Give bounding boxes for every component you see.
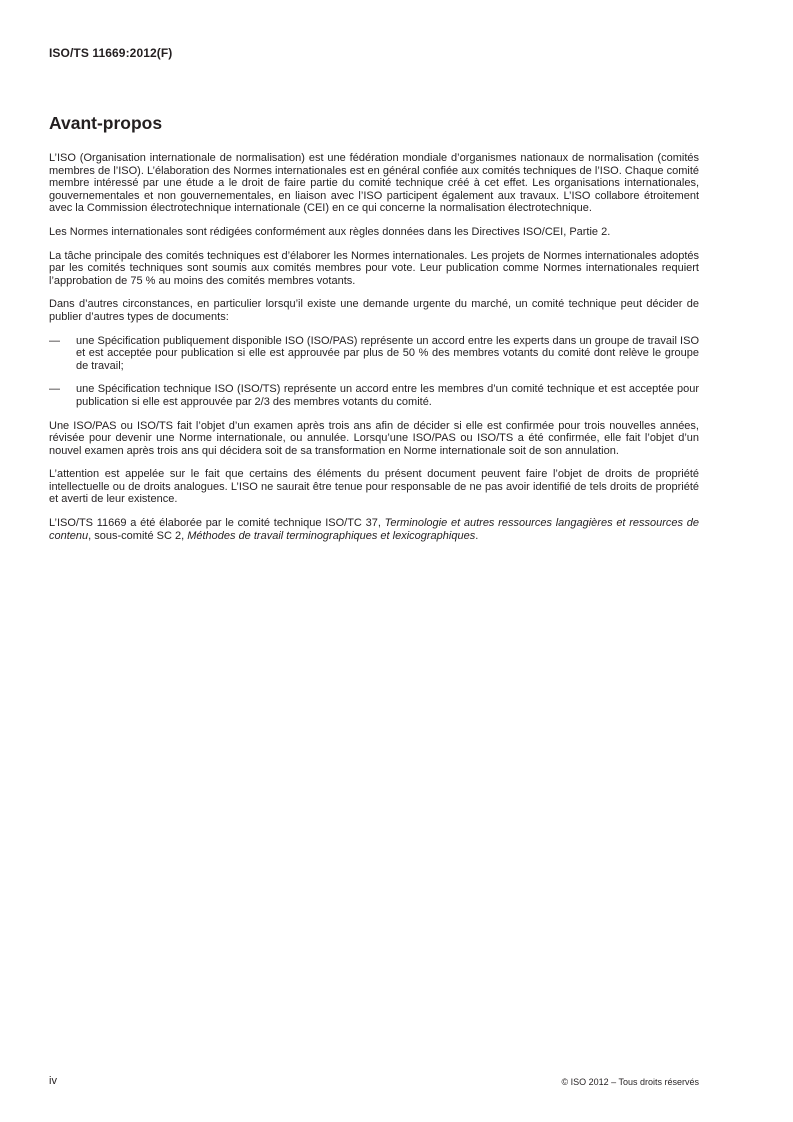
committee-text-3: . bbox=[475, 529, 479, 542]
copyright-notice: © ISO 2012 – Tous droits réservés bbox=[561, 1077, 699, 1087]
document-types-list bbox=[49, 335, 699, 409]
page-number: iv bbox=[49, 1075, 57, 1087]
paragraph-other-circumstances: Dans d’autres circonstances, en particulier lorsqu’il existe une demande urgente du marché, un comité technique peut décider de publier d’autres types de documents: bbox=[49, 298, 699, 323]
list-item bbox=[49, 335, 699, 373]
paragraph-patent-rights: L’attention est appelée sur le fait que certains des éléments du présent document peuvent faire l’objet de droits de propriété intellectuelle ou de droits analogues. L’ISO ne saurait être tenue pour responsable de ne pas avoir identifié de tels droits de propriété et averti de leur existence. bbox=[49, 468, 699, 506]
list-item-text-ts: une Spécification technique ISO (ISO/TS) représente un accord entre les membres d’un comité technique et est acceptée pour publication si elle est approuvée par 2/3 des membres votants du comité. bbox=[76, 383, 699, 408]
paragraph-iso-intro: L’ISO (Organisation internationale de normalisation) est une fédération mondiale d’organismes nationaux de normalisation (comités membres de l’ISO). L’élaboration des Normes internationales est en général confiée aux comités techniques de l’ISO. Chaque comité membre intéressé par une étude a le droit de faire partie du comité technique créé à cet effet. Les organisations internationales, gouvernementales et non gouvernementales, en liaison avec l’ISO participent également aux travaux. L’ISO collabore étroitement avec la Commission électrotechnique internationale (CEI) en ce qui concerne la normalisation électrotechnique. bbox=[49, 152, 699, 215]
committee-text-1: L’ISO/TS 11669 a été élaborée par le comité technique ISO/TC 37, bbox=[49, 517, 385, 530]
paragraph-review: Une ISO/PAS ou ISO/TS fait l’objet d’un examen après trois ans afin de décider si elle est confirmée pour trois nouvelles années, révisée pour devenir une Norme internationale, ou annulée. Lorsqu’une ISO/PAS ou ISO/TS a été confirmée, elle fait l’objet d’un nouvel examen après trois ans qui décidera soit de sa transformation en Norme internationale soit de son annulation. bbox=[49, 419, 699, 457]
committee-title: Terminologie et autres ressources langagières et ressources de contenu bbox=[49, 517, 699, 542]
list-dash: — bbox=[49, 383, 60, 396]
paragraph-main-task: La tâche principale des comités techniques est d’élaborer les Normes internationales. Les projets de Normes internationales adoptés par les comités techniques sont soumis aux comités membres pour vote. Leur publication comme Normes internationales requiert l’approbation de 75 % au moins des comités membres votants. bbox=[49, 249, 699, 287]
subcommittee-title: Méthodes de travail terminographiques et lexicographiques bbox=[187, 529, 476, 542]
page-title: Avant-propos bbox=[49, 113, 163, 133]
list-item bbox=[49, 383, 699, 408]
list-dash: — bbox=[49, 334, 60, 347]
document-id-header: ISO/TS 11669:2012(F) bbox=[49, 46, 173, 60]
list-item-text-pas: une Spécification publiquement disponible ISO (ISO/PAS) représente un accord entre les experts dans un groupe de travail ISO et est acceptée pour publication si elle est approuvée par plus de 50 % des membres votants du comité dont relève le groupe de travail; bbox=[76, 334, 699, 372]
foreword-body bbox=[49, 152, 699, 553]
paragraph-directives: Les Normes internationales sont rédigées conformément aux règles données dans les Directives ISO/CEI, Partie 2. bbox=[49, 225, 611, 238]
committee-text-2: , sous-comité SC 2, bbox=[88, 529, 188, 542]
paragraph-committee bbox=[49, 517, 699, 542]
